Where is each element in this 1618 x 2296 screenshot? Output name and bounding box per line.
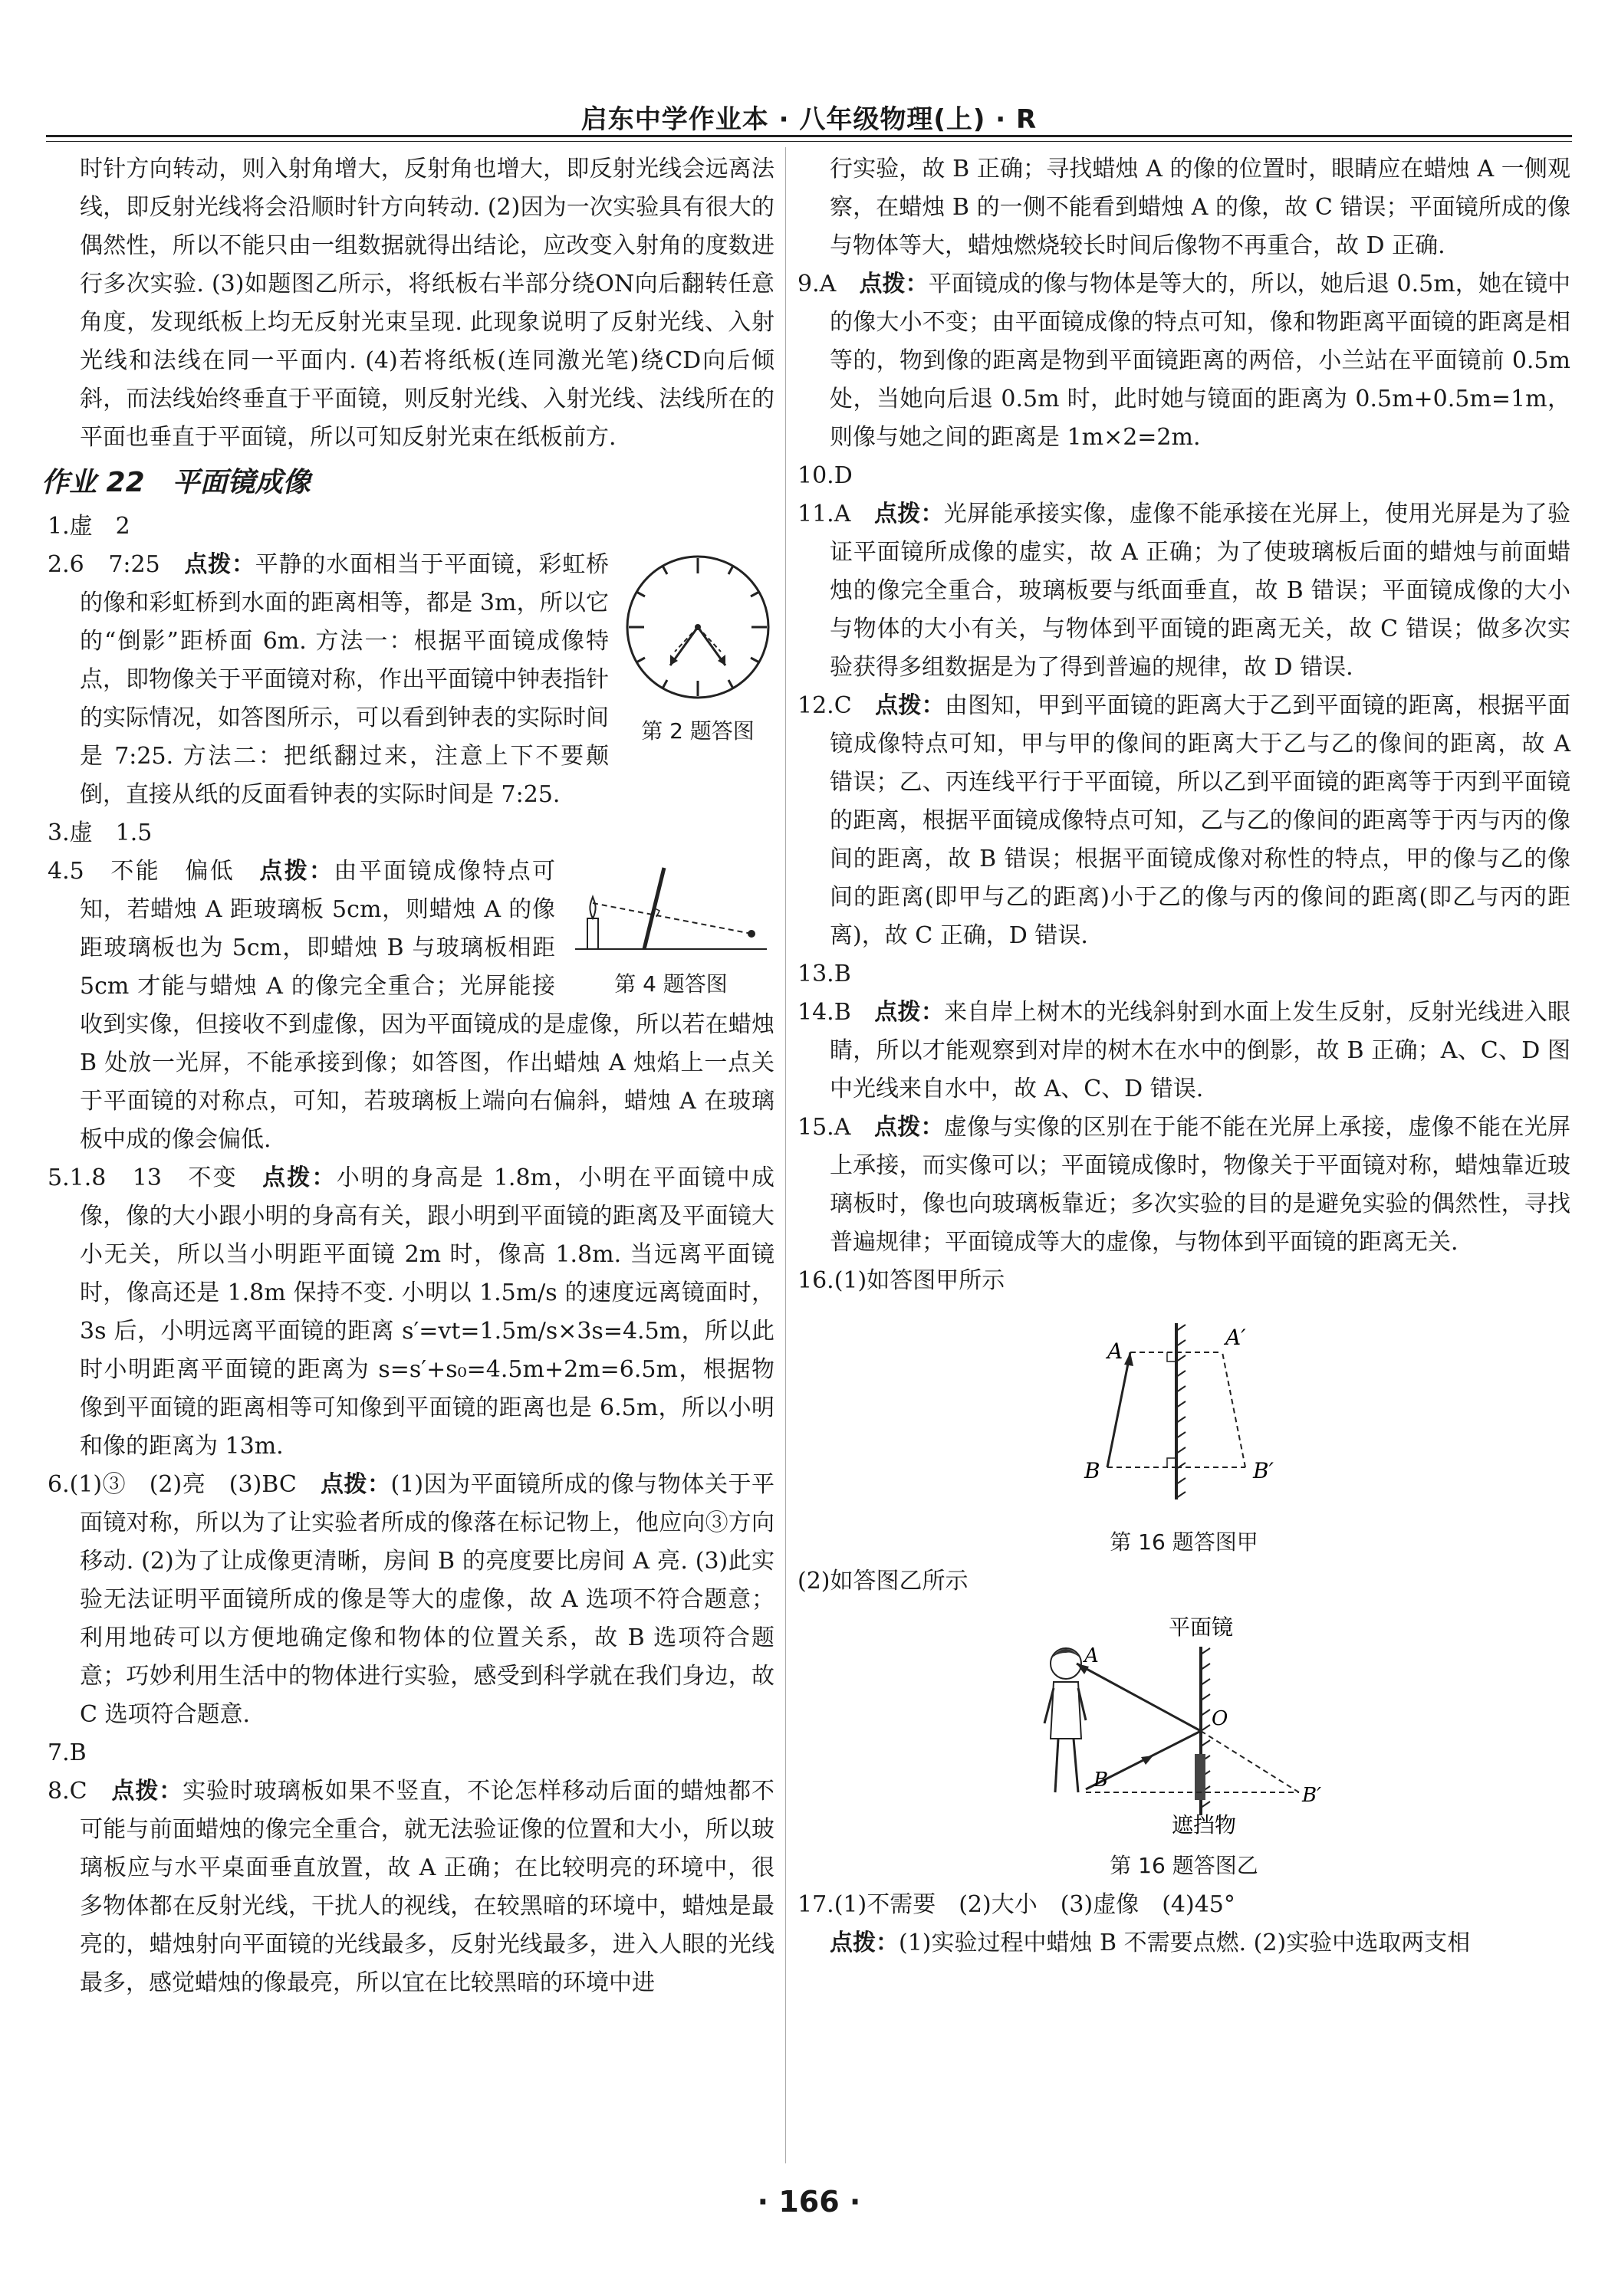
answer-8: [48, 1772, 774, 2002]
hint-label: 点拨：: [859, 271, 929, 297]
label-A-prime: A′: [1225, 1325, 1246, 1350]
answer-7: 7.B: [48, 1739, 87, 1766]
label-B: B: [1093, 1769, 1109, 1792]
mirror-ray-diagram-a: [1061, 1308, 1307, 1515]
answer-8-continued: 行实验，故 B 正确；寻找蜡烛 A 的像的位置时，眼睛应在蜡烛 A 一侧观察，在蜡烛 B 的一侧不能看到蜡烛 A 的像，故 C 错误；平面镜所成的像与物体等大，蜡烛燃烧较长时间后像物不再重合，故 D 正确.: [830, 156, 1570, 259]
answer-14: [797, 994, 1570, 1109]
figure-16b-caption: 第 16 题答图乙: [1110, 1853, 1258, 1878]
candle-mirror-diagram: [567, 857, 774, 957]
page-number: · 166 ·: [757, 2185, 861, 2219]
mirror-person-diagram: [1031, 1608, 1337, 1838]
answer-6-body: (1)因为平面镜所成的像与物体关于平面镜对称，所以为了让实验者所成的像落在标记物上，他应向③方向移动. (2)为了让成像更清晰，房间 B 的亮度要比房间 A 亮. (3)此实验无法证明平面镜所成的像是等大的虚像，故 A 选项不符合题意；利用地砖可以方便地确定像和物体的位置关系，故 B 选项符合题意；巧妙利用生活中的物体进行实验，感受到科学就在我们身边，故 C 选项符合题意.: [80, 1471, 775, 1728]
answer-4: [48, 852, 774, 1159]
header-rule-thin: [46, 141, 1572, 142]
label-A: A: [1084, 1644, 1099, 1667]
answer-8-head: 8.C: [48, 1778, 87, 1805]
answer-15-body: 虚像与实像的区别在于能不能在光屏上承接，虚像不能在光屏上承接，而实像可以；平面镜成像时，物像关于平面镜对称，蜡烛靠近玻璃板时，像也向玻璃板靠近；多次实验的目的是避免实验的偶然性，寻找普遍规律；平面镜成等大的虚像，与物体到平面镜的距离无关.: [830, 1114, 1571, 1256]
running-header: 启东中学作业本 · 八年级物理(上) · R: [580, 104, 1038, 135]
label-B-prime: B′: [1253, 1458, 1274, 1483]
answer-11-head: 11.A: [797, 501, 851, 527]
left-column: [41, 150, 775, 2002]
answer-12: [797, 687, 1570, 955]
answer-9-body: 平面镜成的像与物体是等大的，所以，她后退 0.5m，她在镜中的像大小不变；由平面镜成像的特点可知，像和物距离平面镜的距离是相等的，物到像的距离是物到平面镜距离的两倍，小兰站在平面镜前 0.5m 处，当她向后退 0.5m 时，此时她与镜面的距离为 0.5m+0.5m=1m，则像与她之间的距离是 1m×2=2m.: [830, 271, 1571, 451]
hint-label: 点拨：: [111, 1778, 183, 1805]
answer-15: [797, 1109, 1570, 1262]
label-B-prime: B′: [1302, 1784, 1322, 1807]
answer-17-hint: [797, 1924, 1570, 1963]
answer-17-body: (1)实验过程中蜡烛 B 不需要点燃. (2)实验中选取两支相: [899, 1930, 1471, 1956]
girl-figure: [1044, 1648, 1086, 1792]
answer-15-head: 15.A: [797, 1114, 851, 1141]
section-title: 作业 22 平面镜成像: [41, 467, 311, 498]
answer-2-body: 平静的水面相当于平面镜，彩虹桥的像和彩虹桥到水面的距离相等，都是 3m，所以它的“倒影”距桥面 6m. 方法一：根据平面镜成像特点，即物像关于平面镜对称，作出平面镜中钟表指针的实际情况，如答图所示，可以看到钟表的实际时间是 7:25. 方法二：把纸翻过来，注意上下不要颠倒，直接从纸的反面看钟表的实际时间是 7:25.: [80, 551, 610, 808]
answer-9-head: 9.A: [797, 271, 837, 297]
hint-label: 点拨：: [874, 999, 945, 1026]
answer-2: [48, 546, 774, 814]
answer-17: 17.(1)不需要 (2)大小 (3)虚像 (4)45°: [797, 1891, 1235, 1918]
figure-2-caption: 第 2 题答图: [641, 718, 755, 744]
figure-2: [621, 550, 774, 747]
hint-label: 点拨：: [184, 551, 255, 578]
figure-16a-caption: 第 16 题答图甲: [1110, 1529, 1258, 1555]
answer-10: 10.D: [797, 462, 853, 489]
hint-label: 点拨：: [873, 501, 944, 527]
blocker-label: 遮挡物: [1172, 1812, 1237, 1838]
answer-9: [797, 265, 1570, 457]
answer-16-part1: 16.(1)如答图甲所示: [797, 1267, 1005, 1294]
hint-label: 点拨：: [320, 1471, 391, 1498]
answer-16-part2: (2)如答图乙所示: [797, 1568, 968, 1595]
figure-16a: [797, 1308, 1570, 1558]
header-rule: [46, 135, 1572, 137]
answer-12-body: 由图知，甲到平面镜的距离大于乙到平面镜的距离，根据平面镜成像特点可知，甲与甲的像间的距离大于乙与乙的像间的距离，故 A 错误；乙、丙连线平行于平面镜，所以乙到平面镜的距离等于丙到平面镜的距离，根据平面镜成像特点可知，乙与乙的像间的距离等于丙与丙的像间的距离，故 B 错误；根据平面镜成像对称性的特点，甲的像与乙的像间的距离(即甲与乙的距离)小于乙的像与丙的像间的距离(即乙与丙的距离)，故 C 正确，D 错误.: [830, 692, 1571, 949]
figure-4: [567, 857, 774, 1000]
label-O: O: [1212, 1707, 1228, 1730]
answer-8-body: 实验时玻璃板如果不竖直，不论怎样移动后面的蜡烛都不可能与前面蜡烛的像完全重合，就无法验证像的位置和大小，所以玻璃板应与水平桌面垂直放置，故 A 正确；在比较明亮的环境中，很多物体都在反射光线，干扰人的视线，在较黑暗的环境中，蜡烛是最亮的，蜡烛射向平面镜的光线最多，反射光线最多，进入人眼的光线最多，感觉蜡烛的像最亮，所以宜在比较黑暗的环境中进: [80, 1778, 775, 1996]
figure-16b: [797, 1608, 1570, 1881]
answer-6-head: 6.(1)③ (2)亮 (3)BC: [48, 1471, 297, 1498]
intro-paragraph: 时针方向转动，则入射角增大，反射角也增大，即反射光线会远离法线，即反射光线将会沿顺时针方向转动. (2)因为一次实验具有很大的偶然性，所以不能只由一组数据就得出结论，应改变入射角的度数进行多次实验. (3)如题图乙所示，将纸板右半部分绕ON向后翻转任意角度，发现纸板上均无反射光束呈现. 此现象说明了反射光线、入射光线和法线在同一平面内. (4)若将纸板(连同激光笔)绕CD向后倾斜，而法线始终垂直于平面镜，则反射光线、入射光线、法线所在的平面也垂直于平面镜，所以可知反射光束在纸板前方.: [80, 156, 774, 451]
answer-5-head: 5.1.8 13 不变: [48, 1164, 238, 1191]
answer-4-head: 4.5 不能 偏低: [48, 858, 235, 885]
answer-4-body: 由平面镜成像特点可知，若蜡烛 A 距玻璃板 5cm，则蜡烛 A 的像距玻璃板也为 5cm，即蜡烛 B 与玻璃板相距 5cm 才能与蜡烛 A 的像完全重合；光屏能接收到实像，但接收不到虚像，因为平面镜成的是虚像，所以若在蜡烛 B 处放一光屏，不能承接到像；如答图，作出蜡烛 A 烛焰上一点关于平面镜的对称点，可知，若玻璃板上端向右偏斜，蜡烛 A 在玻璃板中成的像会偏低.: [80, 858, 774, 1153]
mirror-label: 平面镜: [1169, 1614, 1234, 1640]
hint-label: 点拨：: [873, 1114, 944, 1141]
answer-14-body: 来自岸上树木的光线斜射到水面上发生反射，反射光线进入眼睛，所以才能观察到对岸的树木在水中的倒影，故 B 正确；A、C、D 图中光线来自水中，故 A、C、D 错误.: [830, 999, 1570, 1102]
column-divider: [785, 147, 786, 2163]
answer-11-body: 光屏能承接实像，虚像不能承接在光屏上，使用光屏是为了验证平面镜所成像的虚实，故 A 正确；为了使玻璃板后面的蜡烛与前面蜡烛的像完全重合，玻璃板要与纸面垂直，故 B 错误；平面镜成像的大小与物体的大小有关，与物体到平面镜的距离无关，故 C 错误；做多次实验获得多组数据是为了得到普遍的规律，故 D 错误.: [830, 501, 1571, 681]
answer-6: [48, 1466, 774, 1734]
answer-13: 13.B: [797, 961, 851, 987]
right-column: [797, 150, 1570, 1963]
answer-1: 1.虚 2: [48, 513, 130, 540]
hint-label: 点拨：: [262, 1164, 337, 1191]
answer-14-head: 14.B: [797, 999, 851, 1026]
answer-5: [48, 1159, 774, 1466]
label-A: A: [1107, 1339, 1123, 1364]
answer-3: 3.虚 1.5: [48, 820, 153, 846]
hint-label: 点拨：: [875, 692, 945, 719]
answer-5-body: 小明的身高是 1.8m，小明在平面镜中成像，像的大小跟小明的身高有关，跟小明到平面镜的距离及平面镜大小无关，所以当小明距平面镜 2m 时，像高 1.8m. 当远离平面镜时，像高还是 1.8m 保持不变. 小明以 1.5m/s 的速度远离镜面时，3s 后，小明远离平面镜的距离 s′=vt=1.5m/s×3s=4.5m，所以此时小明距离平面镜的距离为 s=s′+s₀=4.5m+2m=6.5m，根据物像到平面镜的距离相等可知像到平面镜的距离也是 6.5m，所以小明和像的距离为 13m.: [80, 1164, 775, 1460]
clock-diagram: [621, 550, 774, 704]
answer-12-head: 12.C: [797, 692, 852, 719]
hint-label: 点拨：: [259, 858, 334, 885]
label-B: B: [1084, 1458, 1100, 1483]
figure-4-caption: 第 4 题答图: [614, 971, 728, 997]
answer-2-head: 2.6 7:25: [48, 551, 160, 578]
answer-11: [797, 495, 1570, 687]
hint-label: 点拨：: [830, 1930, 899, 1956]
